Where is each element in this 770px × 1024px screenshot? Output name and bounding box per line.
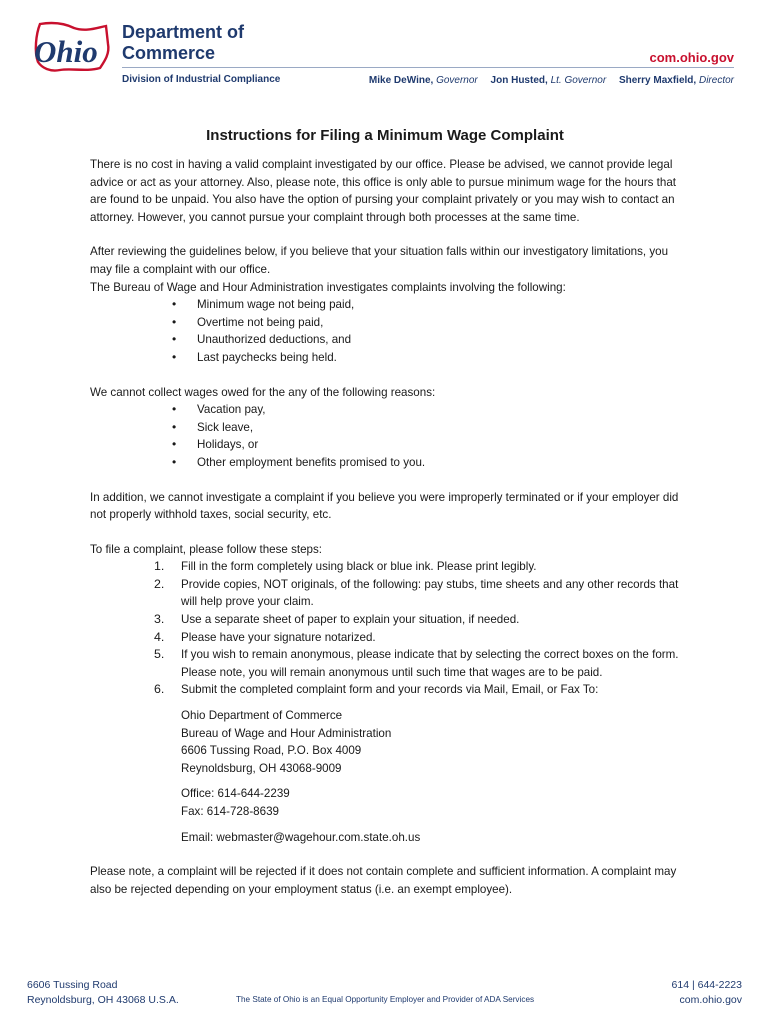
step-text: Fill in the form completely using black or blue ink. Please print legibly. [181, 560, 537, 574]
addition-paragraph: In addition, we cannot investigate a complaint if you believe you were improperly terminated or if your employer did not properly withhold taxes, social security, etc. [90, 490, 679, 522]
step-number: 1. [154, 559, 165, 574]
step-text: Use a separate sheet of paper to explain your situation, if needed. [181, 613, 520, 627]
list-item: • Holidays, or [172, 436, 680, 454]
step-text: If you wish to remain anonymous, please indicate that by selecting the correct boxes on the form. Please note, you will remain anonymous until such time that wages are to be paid. [181, 648, 679, 679]
step-number: 6. [154, 682, 165, 697]
official-title: Governor [436, 75, 478, 86]
footer-address-line: 6606 Tussing Road [27, 979, 118, 991]
official-name: Sherry Maxfield, [618, 75, 697, 86]
svg-text:Ohio: Ohio [34, 34, 98, 69]
list-item: • Minimum wage not being paid, [172, 296, 680, 314]
step-number: 3. [154, 612, 165, 627]
list-item: • Overtime not being paid, [172, 314, 680, 332]
dept-line-2: Commerce [122, 43, 216, 63]
document-body [90, 126, 680, 898]
address-line: Ohio Department of Commerce [181, 709, 343, 723]
step-number: 4. [154, 629, 165, 644]
footer-address-line: Reynoldsburg, OH 43068 U.S.A. [27, 994, 179, 1006]
step-item [154, 558, 680, 576]
step-item [154, 611, 680, 629]
list-item: • Last paychecks being held. [172, 349, 680, 367]
bureau-paragraph: The Bureau of Wage and Hour Administration investigates complaints involving the following: [90, 280, 566, 294]
steps-intro: To file a complaint, please follow these steps: [90, 542, 322, 556]
list-item: • Other employment benefits promised to you. [172, 454, 680, 472]
cannot-list [90, 401, 680, 471]
step-item [154, 629, 680, 647]
closing-paragraph: Please note, a complaint will be rejected if it does not contain complete and sufficient information. A complaint may also be rejected depending on your employment status (i.e. an exempt employee). [90, 865, 677, 896]
address-line: Reynoldsburg, OH 43068-9009 [181, 761, 342, 775]
division-name: Division of Industrial Compliance [122, 74, 281, 85]
cannot-paragraph: We cannot collect wages owed for the any of the following reasons: [90, 385, 436, 399]
address-line: 6606 Tussing Road, P.O. Box 4009 [181, 744, 362, 758]
step-number: 2. [154, 576, 165, 591]
fax-number: Fax: 614-728-8639 [181, 805, 279, 818]
officials-line [369, 75, 734, 86]
header-site-link[interactable]: com.ohio.gov [649, 50, 734, 65]
steps-list [90, 558, 680, 699]
step-item [154, 646, 680, 681]
step-item [154, 576, 680, 611]
list-item: • Unauthorized deductions, and [172, 331, 680, 349]
mailing-address [90, 707, 680, 846]
list-item: • Vacation pay, [172, 401, 680, 419]
official-name: Jon Husted, [490, 75, 548, 86]
step-number: 5. [154, 647, 165, 662]
footer-contact [672, 978, 742, 1008]
dept-line-1: Department of [122, 22, 245, 42]
official-title: Lt. Governor [550, 75, 607, 86]
step-text: Provide copies, NOT originals, of the following: pay stubs, time sheets and any other records that will help prove your claim. [181, 577, 679, 609]
address-line: Bureau of Wage and Hour Administration [181, 726, 392, 740]
official-title: Director [698, 75, 734, 86]
office-phone: Office: 614-644-2239 [181, 787, 290, 801]
review-paragraph: After reviewing the guidelines below, if you believe that your situation falls within our investigatory limitations, you may file a complaint with our office. [90, 245, 669, 276]
list-item: • Sick leave, [172, 419, 680, 437]
footer-site-link[interactable]: com.ohio.gov [679, 994, 742, 1006]
footer-eeo-statement: The State of Ohio is an Equal Opportunity Employer and Provider of ADA Services [236, 995, 535, 1004]
ohio-logo [30, 18, 116, 76]
header-divider [122, 67, 734, 68]
step-text: Submit the completed complaint form and your records via Mail, Email, or Fax To: [181, 683, 599, 697]
contact-email[interactable]: Email: webmaster@wagehour.com.state.oh.us [181, 830, 421, 844]
footer-phone: 614 | 644-2223 [671, 979, 742, 991]
step-text: Please have your signature notarized. [181, 630, 376, 644]
official-name: Mike DeWine, [368, 75, 434, 86]
footer-address [27, 978, 179, 1008]
intro-paragraph: There is no cost in having a valid complaint investigated by our office. Please be advised, we cannot provide legal advice or act as your attorney. Also, please note, this office is only able to pursue minimum wage for the hours that are found to be unpaid. You also have the option of pursing your complaint privately or you may wish to contact an attorney. However, you cannot pursue your complaint through both processes at the same time. [90, 158, 677, 224]
document-title: Instructions for Filing a Minimum Wage Complaint [206, 127, 564, 144]
step-item [154, 681, 680, 699]
investigates-list [90, 296, 680, 366]
department-title [122, 22, 244, 64]
